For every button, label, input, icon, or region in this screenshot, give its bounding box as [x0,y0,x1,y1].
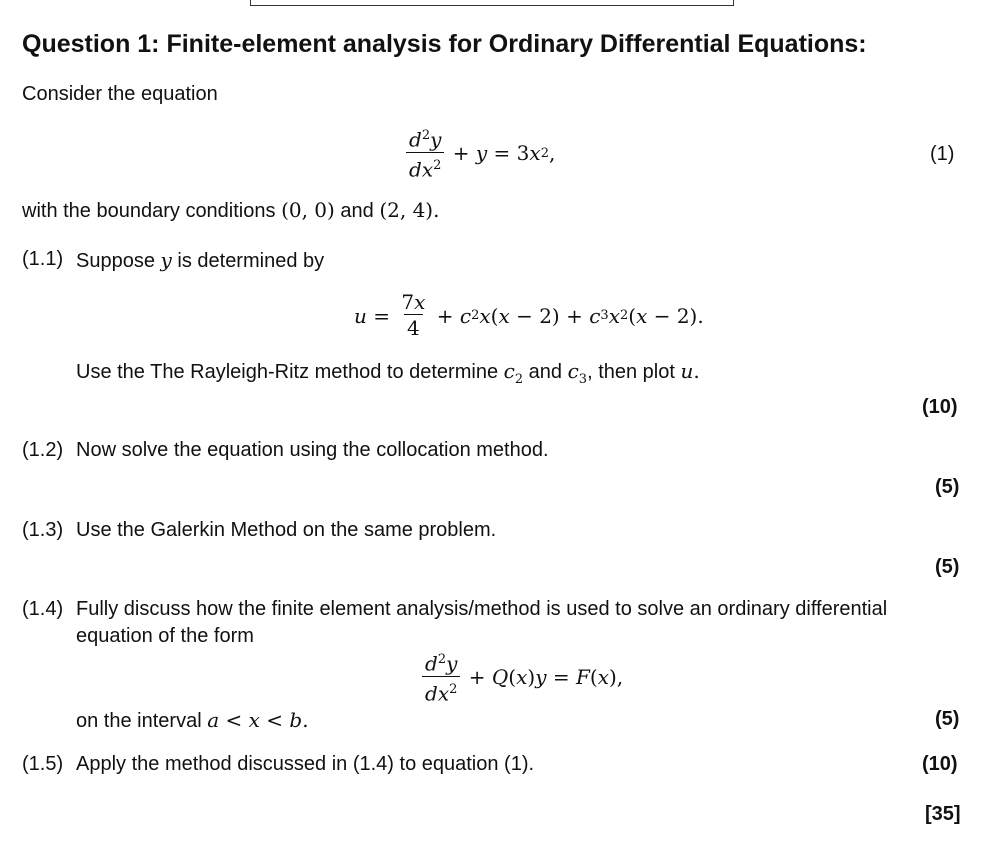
q1-1-marks: (10) [922,396,958,418]
q1-1-var: y [160,248,172,272]
q1-4-marks: (5) [935,708,960,730]
q1-1-instr-end: . [693,359,700,383]
equation-general: $\frac{d^2y}{dx^2}$ + Q ( x ) y = F ( x ), [420,648,623,706]
boundary-period: . [433,198,440,222]
q1-3-label: (1.3) [22,519,64,541]
q1-1-instruction: Use the The Rayleigh-Ritz method to determine $c_2$ and $c_3$, then plot u. [76,359,700,387]
q1-4-line2: equation of the form [76,625,254,647]
q1-5-text: Apply the method discussed in (1.4) to equation (1). [76,753,535,775]
intro-text: Consider the equation [22,83,218,105]
equation-u: u = $\frac{7x}{4}$ + c 2 x ( x − 2) + c 3 x 2 ( x − 2). [354,290,704,340]
equation-1-number: (1) [930,143,955,165]
fraction-d2y-dx2: $\frac{d^2y}{dx^2}$ [406,124,444,182]
header-box-fragment [250,0,734,6]
q1-3-marks: (5) [935,556,960,578]
boundary-and: and [334,200,380,222]
equation-1: $\frac{d^2y}{dx^2}$ + y = 3 x 2 , [404,124,555,182]
q1-1-instr-a: Use the The Rayleigh-Ritz method to determine [76,361,504,383]
boundary-point-1: (0, 0) [281,198,335,222]
boundary-conditions [22,198,439,223]
q1-5-label: (1.5) [22,753,64,775]
q1-4-interval-prefix: on the interval [76,710,208,732]
q1-1-label: (1.1) [22,248,64,270]
q1-1-text-b: is determined by [171,250,325,272]
q1-2-marks: (5) [935,476,960,498]
q1-4-line1: Fully discuss how the finite element analysis/method is used to solve an ordinary differential [76,598,888,620]
q1-2-text: Now solve the equation using the collocation method. [76,439,549,461]
boundary-point-2: (2, 4) [379,198,434,222]
q1-3-text: Use the Galerkin Method on the same problem. [76,519,497,541]
fraction-d2y-dx2-general: $\frac{d^2y}{dx^2}$ [422,648,460,706]
q1-1-text [76,248,324,273]
q1-2-label: (1.2) [22,439,64,461]
total-marks: [35] [925,803,961,825]
q1-1-text-a: Suppose [76,250,161,272]
q1-1-instr-b: , then plot [587,361,681,383]
boundary-prefix: with the boundary conditions [22,200,282,222]
q1-4-label: (1.4) [22,598,64,620]
q1-1-instr-and: and [523,361,568,383]
fraction-7x-4: $\frac{7x}{4}$ [401,290,426,340]
question-title: Question 1: Finite-element analysis for Ordinary Differential Equations: [22,30,867,58]
q1-5-marks: (10) [922,753,958,775]
q1-4-interval: on the interval a < x < b. [76,708,309,732]
